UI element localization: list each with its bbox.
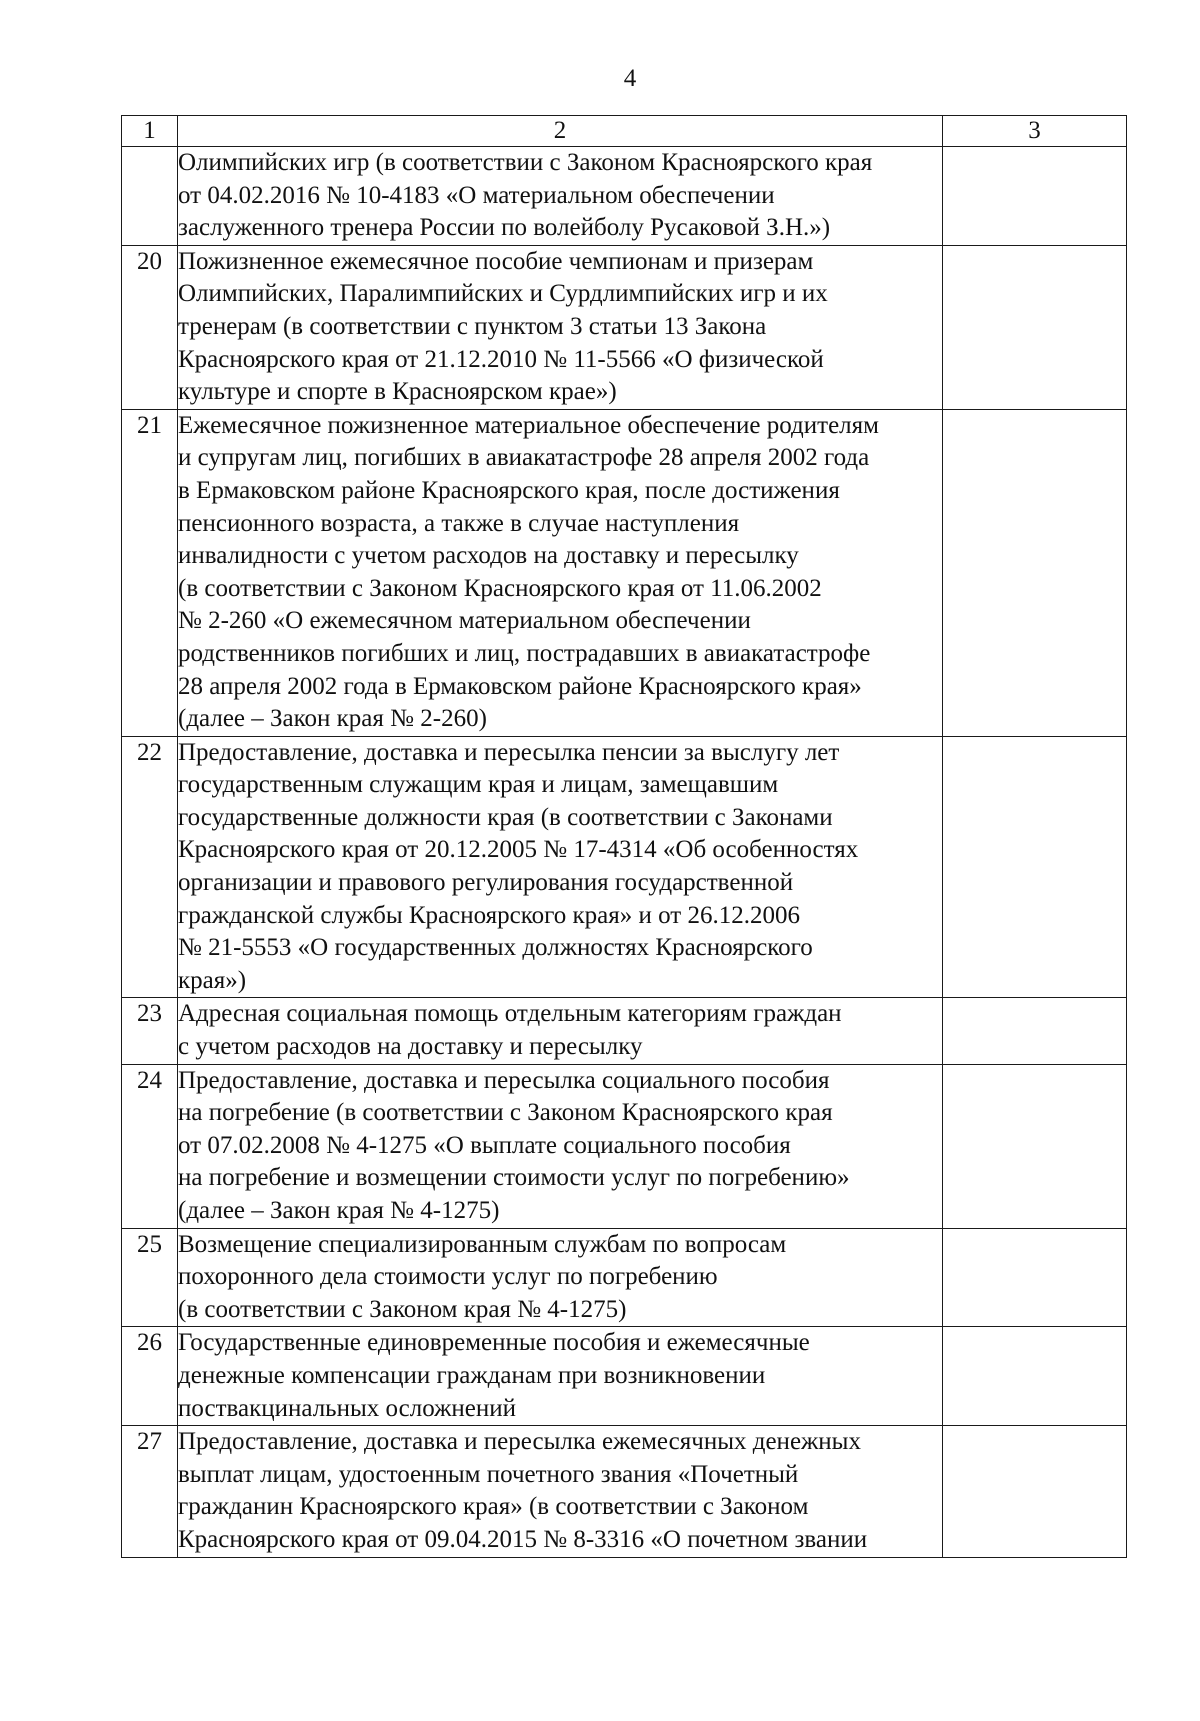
table-row bbox=[122, 1064, 1127, 1228]
row-number: 26 bbox=[122, 1327, 178, 1426]
table-row bbox=[122, 1228, 1127, 1327]
table-row bbox=[122, 736, 1127, 998]
table-row bbox=[122, 245, 1127, 409]
row-column-3 bbox=[943, 409, 1127, 736]
row-column-3 bbox=[943, 1064, 1127, 1228]
table-row bbox=[122, 1327, 1127, 1426]
row-description: Возмещение специализированным службам по вопросам похоронного дела стоимости услуг по погребению (в соответствии с Законом края № 4-1275) bbox=[178, 1228, 943, 1327]
row-description: Олимпийских игр (в соответствии с Законом Красноярского края от 04.02.2016 № 10-4183 «О материальном обеспечении заслуженного тренера России по волейболу Русаковой З.Н.») bbox=[178, 147, 943, 246]
table-row bbox=[122, 998, 1127, 1064]
column-header-3: 3 bbox=[943, 116, 1127, 147]
row-description: Государственные единовременные пособия и ежемесячные денежные компенсации гражданам при возникновении поствакцинальных осложнений bbox=[178, 1327, 943, 1426]
row-description: Предоставление, доставка и пересылка пенсии за выслугу лет государственным служащим края и лицам, замещавшим государственные должности края (в соответствии с Законами Красноярского края от 20.12.2005 № 17-4314 «Об особенностях организации и правового регулирования государственной гражданской службы Красноярского края» и от 26.12.2006 № 21-5553 «О государственных должностях Красноярского края») bbox=[178, 736, 943, 998]
document-table bbox=[121, 115, 1127, 1558]
row-number: 21 bbox=[122, 409, 178, 736]
row-number: 25 bbox=[122, 1228, 178, 1327]
row-description: Предоставление, доставка и пересылка социального пособия на погребение (в соответствии с Законом Красноярского края от 07.02.2008 № 4-1275 «О выплате социального пособия на погребение и возмещении стоимости услуг по погребению» (далее – Закон края № 4-1275) bbox=[178, 1064, 943, 1228]
table-row bbox=[122, 1426, 1127, 1557]
table-header-row bbox=[122, 116, 1127, 147]
row-description: Адресная социальная помощь отдельным категориям граждан с учетом расходов на доставку и пересылку bbox=[178, 998, 943, 1064]
row-column-3 bbox=[943, 1327, 1127, 1426]
row-column-3 bbox=[943, 1426, 1127, 1557]
table-row bbox=[122, 147, 1127, 246]
table-row bbox=[122, 409, 1127, 736]
page-number: 4 bbox=[623, 65, 637, 92]
row-column-3 bbox=[943, 147, 1127, 246]
row-number: 27 bbox=[122, 1426, 178, 1557]
column-header-2: 2 bbox=[178, 116, 943, 147]
row-number bbox=[122, 147, 178, 246]
row-column-3 bbox=[943, 245, 1127, 409]
row-number: 23 bbox=[122, 998, 178, 1064]
row-column-3 bbox=[943, 998, 1127, 1064]
row-number: 24 bbox=[122, 1064, 178, 1228]
row-description: Ежемесячное пожизненное материальное обеспечение родителям и супругам лиц, погибших в авиакатастрофе 28 апреля 2002 года в Ермаковском районе Красноярского края, после достижения пенсионного возраста, а также в случае наступления инвалидности с учетом расходов на доставку и пересылку (в соответствии с Законом Красноярского края от 11.06.2002 № 2-260 «О ежемесячном материальном обеспечении родственников погибших и лиц, пострадавших в авиакатастрофе 28 апреля 2002 года в Ермаковском районе Красноярского края» (далее – Закон края № 2-260) bbox=[178, 409, 943, 736]
row-column-3 bbox=[943, 1228, 1127, 1327]
row-number: 20 bbox=[122, 245, 178, 409]
row-description: Пожизненное ежемесячное пособие чемпионам и призерам Олимпийских, Паралимпийских и Сурдлимпийских игр и их тренерам (в соответствии с пунктом 3 статьи 13 Закона Красноярского края от 21.12.2010 № 11-5566 «О физической культуре и спорте в Красноярском крае») bbox=[178, 245, 943, 409]
row-column-3 bbox=[943, 736, 1127, 998]
column-header-1: 1 bbox=[122, 116, 178, 147]
row-description: Предоставление, доставка и пересылка ежемесячных денежных выплат лицам, удостоенным почетного звания «Почетный гражданин Красноярского края» (в соответствии с Законом Красноярского края от 09.04.2015 № 8-3316 «О почетном звании bbox=[178, 1426, 943, 1557]
row-number: 22 bbox=[122, 736, 178, 998]
